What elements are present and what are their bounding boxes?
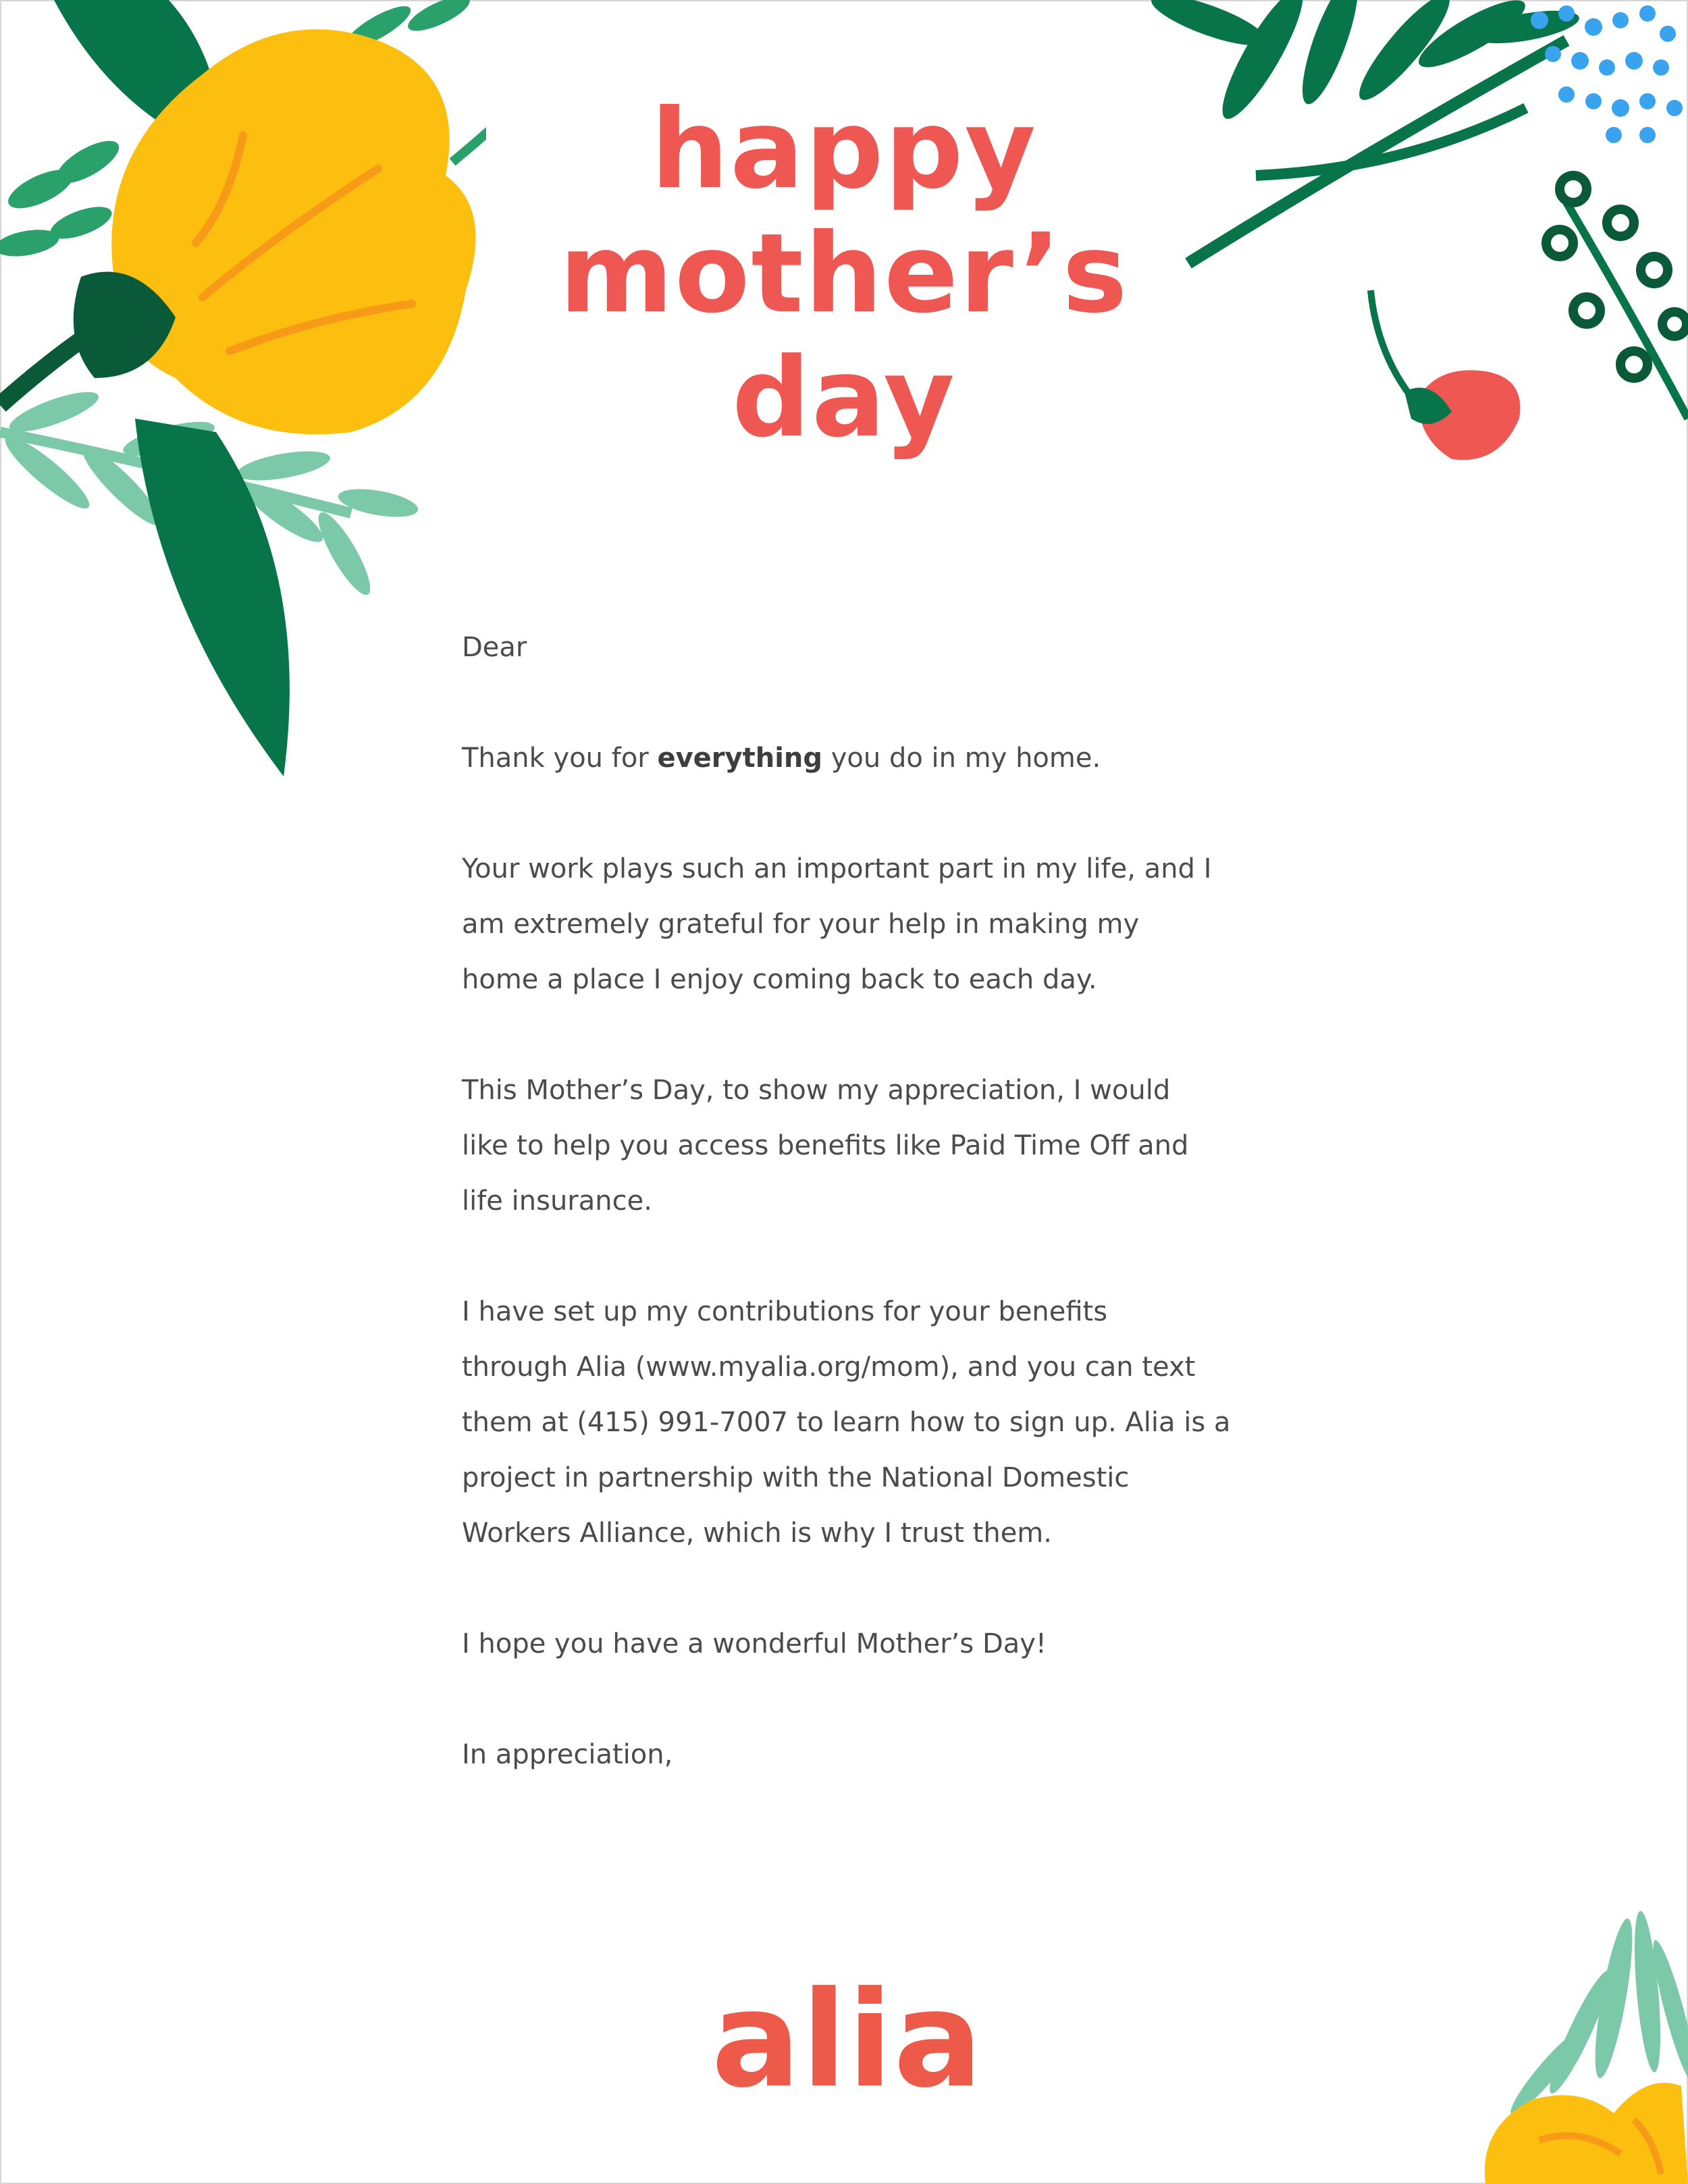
thanks-text-after: you do in my home. xyxy=(830,743,1101,774)
paragraph-line: life insurance. xyxy=(462,1186,652,1217)
salutation: Dear xyxy=(462,632,527,663)
paragraph-line: through Alia (www.myalia.org/mom), and you can text xyxy=(462,1352,1196,1383)
title-line-mothers: mother’s xyxy=(559,211,1129,338)
paragraph-line: I have set up my contributions for your benefits xyxy=(462,1296,1108,1327)
paragraph-line: them at (415) 991-7007 to learn how to sign up. Alia is a xyxy=(462,1407,1231,1438)
paragraph-line: Workers Alliance, which is why I trust them. xyxy=(462,1518,1052,1549)
title-line-day: day xyxy=(732,335,956,462)
paragraph-line: am extremely grateful for your help in making my xyxy=(462,909,1140,940)
letter-body xyxy=(462,620,1272,1782)
wish-paragraph: I hope you have a wonderful Mother’s Day! xyxy=(462,1628,1047,1659)
signoff: In appreciation, xyxy=(462,1739,673,1770)
paragraph-line: like to help you access benefits like Paid Time Off and xyxy=(462,1130,1189,1161)
thanks-text-before: Thank you for xyxy=(462,743,649,774)
title-line-happy: happy xyxy=(650,86,1038,213)
work-paragraph xyxy=(462,841,1272,1007)
alia-logo: alia xyxy=(711,1963,984,2117)
paragraph-line: project in partnership with the National Domestic xyxy=(462,1462,1130,1493)
paragraph-line: This Mother’s Day, to show my appreciation, I would xyxy=(462,1075,1171,1106)
bottom-right-floral-illustration xyxy=(1458,1884,1688,2184)
benefits-paragraph xyxy=(462,1063,1272,1229)
paragraph-line: home a place I enjoy coming back to each day. xyxy=(462,964,1097,995)
top-left-floral-illustration xyxy=(0,0,486,783)
paragraph-line: Your work plays such an important part in my life, and I xyxy=(462,853,1212,884)
thanks-paragraph xyxy=(462,730,1272,786)
top-right-floral-illustration xyxy=(1148,0,1688,473)
thanks-emphasis: everything xyxy=(657,743,823,774)
alia-paragraph xyxy=(462,1284,1272,1561)
page-title xyxy=(473,88,1215,460)
